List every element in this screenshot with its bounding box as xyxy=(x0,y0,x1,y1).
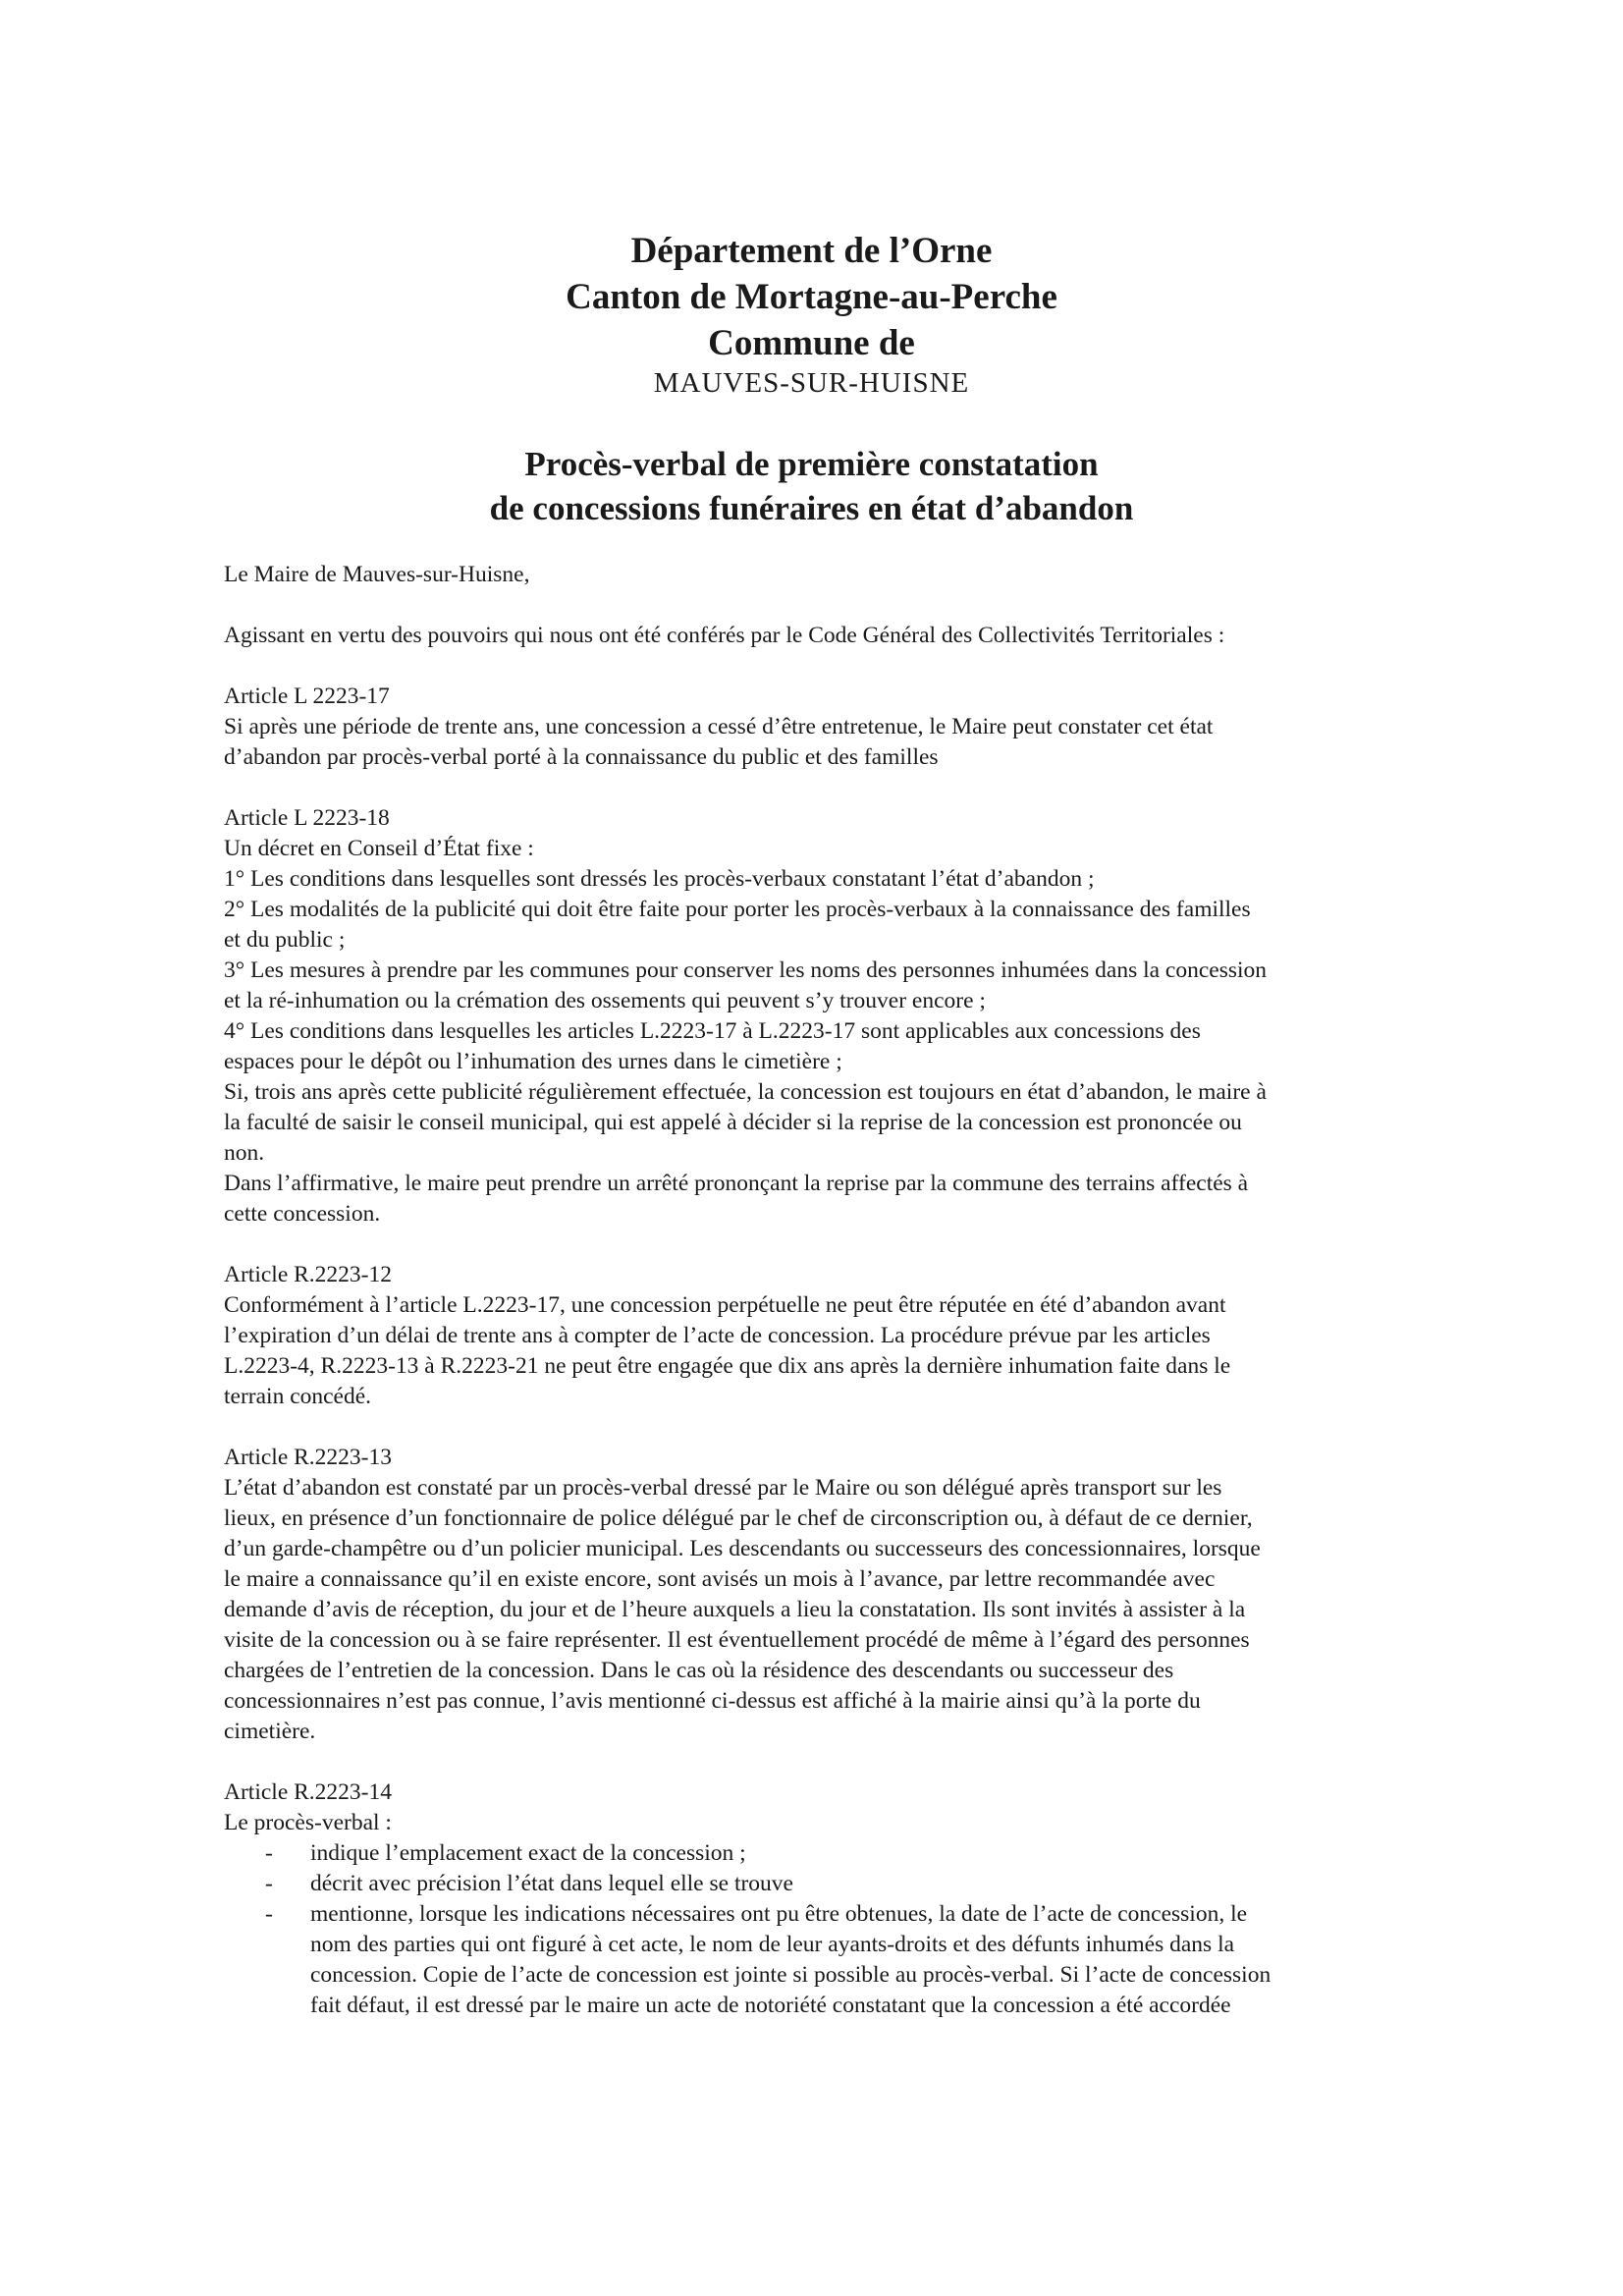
article-r2223-14 xyxy=(224,1777,1412,2021)
article-number: Article R.2223-12 xyxy=(224,1262,392,1287)
article-text-line: le maire a connaissance qu’il en existe encore, sont avisés un mois à l’avance, par lettre recommandée avec xyxy=(224,1566,1216,1592)
bullet-text-line: fait défaut, il est dressé par le maire un acte de notoriété constatant que la concession a été accordée xyxy=(310,1993,1231,2018)
article-block xyxy=(224,1443,1412,1777)
bullet-dash: - xyxy=(265,1871,273,1896)
article-text-line: terrain concédé. xyxy=(224,1384,372,1409)
canton-name: Canton de Mortagne-au-Perche xyxy=(566,277,1057,317)
article-text-line: d’abandon par procès-verbal porté à la connaissance du public et des familles xyxy=(224,744,939,770)
document-title xyxy=(0,442,1623,530)
title-line-1: Procès-verbal de première constatation xyxy=(524,445,1099,483)
article-text-line: espaces pour le dépôt ou l’inhumation des urnes dans le cimetière ; xyxy=(224,1049,842,1074)
article-number: Article L 2223-18 xyxy=(224,805,390,831)
bullet-item xyxy=(224,1899,1412,2021)
bullet-list xyxy=(224,1838,1412,2021)
document-header xyxy=(0,228,1623,400)
article-text-line: 2° Les modalités de la publicité qui doit être faite pour porter les procès-verbaux à la connaissance des familles xyxy=(224,897,1251,922)
article-text-line: L’état d’abandon est constaté par un procès-verbal dressé par le Maire ou son délégué après transport sur les xyxy=(224,1475,1222,1501)
title-line-2: de concessions funéraires en état d’abandon xyxy=(489,489,1134,527)
article-block xyxy=(224,682,1412,803)
bullet-text-line: indique l’emplacement exact de la concession ; xyxy=(310,1840,746,1866)
maire-line: Le Maire de Mauves-sur-Huisne, xyxy=(224,562,530,587)
article-text-line: demande d’avis de réception, du jour et de l’heure auxquels a lieu la constatation. Ils sont invités à assister à la xyxy=(224,1597,1246,1622)
article-text-line: cimetière. xyxy=(224,1719,316,1744)
articles-list xyxy=(224,682,1412,1777)
article-text-line: d’un garde-champêtre ou d’un policier municipal. Les descendants ou successeurs des concessionnaires, lorsque xyxy=(224,1536,1261,1561)
article-text-line: 3° Les mesures à prendre par les communes pour conserver les noms des personnes inhumées dans la concession xyxy=(224,957,1268,983)
article-text-line: et la ré-inhumation ou la crémation des ossements qui peuvent s’y trouver encore ; xyxy=(224,988,986,1013)
document-body xyxy=(224,560,1412,2021)
article-number: Article R.2223-14 xyxy=(224,1779,392,1805)
article-text-line: la faculté de saisir le conseil municipal, qui est appelé à décider si la reprise de la concession est prononcée ou xyxy=(224,1110,1242,1135)
article-text-line: Conformément à l’article L.2223-17, une concession perpétuelle ne peut être réputée en été d’abandon avant xyxy=(224,1292,1226,1318)
bullet-text-line: mentionne, lorsque les indications nécessaires ont pu être obtenues, la date de l’acte de concession, le xyxy=(310,1901,1248,1927)
department-name: Département de l’Orne xyxy=(630,231,993,271)
article-text-line: L.2223-4, R.2223-13 à R.2223-21 ne peut être engagée que dix ans après la dernière inhumation faite dans le xyxy=(224,1353,1231,1379)
article-text-line: chargées de l’entretien de la concession. Dans le cas où la résidence des descendants ou successeur des xyxy=(224,1658,1174,1683)
article-block xyxy=(224,1260,1412,1443)
bullet-item xyxy=(224,1869,1412,1899)
bullet-dash: - xyxy=(265,1901,273,1927)
article-text-line: lieux, en présence d’un fonctionnaire de police délégué par le chef de circonscription ou, à défaut de ce dernier, xyxy=(224,1505,1253,1531)
article-text-line: 1° Les conditions dans lesquelles sont dressés les procès-verbaux constatant l’état d’abandon ; xyxy=(224,866,1095,892)
article-text-line: concessionnaires n’est pas connue, l’avis mentionné ci-dessus est affiché à la mairie ainsi qu’à la porte du xyxy=(224,1688,1201,1714)
article-number: Article L 2223-17 xyxy=(224,683,390,709)
article-text-line: l’expiration d’un délai de trente ans à compter de l’acte de concession. La procédure prévue par les articles xyxy=(224,1323,1211,1348)
article-text-line: Un décret en Conseil d’État fixe : xyxy=(224,836,534,861)
bullet-dash: - xyxy=(265,1840,273,1866)
agissant-line: Agissant en vertu des pouvoirs qui nous ont été conférés par le Code Général des Collectivités Territoriales : xyxy=(224,623,1225,648)
article-number: Article R.2223-13 xyxy=(224,1445,392,1470)
article-block xyxy=(224,803,1412,1260)
bullet-text-line: nom des parties qui ont figuré à cet acte, le nom de leur ayants-droits et des défunts inhumés dans la xyxy=(310,1932,1235,1957)
article-text-line: et du public ; xyxy=(224,927,346,953)
article-text-line: cette concession. xyxy=(224,1201,381,1227)
commune-label: Commune de xyxy=(708,323,915,363)
commune-name: MAUVES-SUR-HUISNE xyxy=(653,367,970,399)
article-text-line: visite de la concession ou à se faire représenter. Il est éventuellement procédé de même à l’égard des personnes xyxy=(224,1627,1250,1653)
bullet-item xyxy=(224,1838,1412,1869)
article-text-line: Dans l’affirmative, le maire peut prendre un arrêté prononçant la reprise par la commune des terrains affectés à xyxy=(224,1171,1249,1196)
bullet-text-line: concession. Copie de l’acte de concession est jointe si possible au procès-verbal. Si l’acte de concession xyxy=(310,1962,1271,1988)
bullet-text-line: décrit avec précision l’état dans lequel elle se trouve xyxy=(310,1871,793,1896)
article-text-line: 4° Les conditions dans lesquelles les articles L.2223-17 à L.2223-17 sont applicables aux concessions des xyxy=(224,1018,1201,1044)
article-text-line: Si, trois ans après cette publicité régulièrement effectuée, la concession est toujours en état d’abandon, le maire à xyxy=(224,1079,1267,1105)
article-text-line: non. xyxy=(224,1140,265,1166)
article-text-line: Si après une période de trente ans, une concession a cessé d’être entretenue, le Maire peut constater cet état xyxy=(224,714,1214,739)
article-intro: Le procès-verbal : xyxy=(224,1810,392,1835)
